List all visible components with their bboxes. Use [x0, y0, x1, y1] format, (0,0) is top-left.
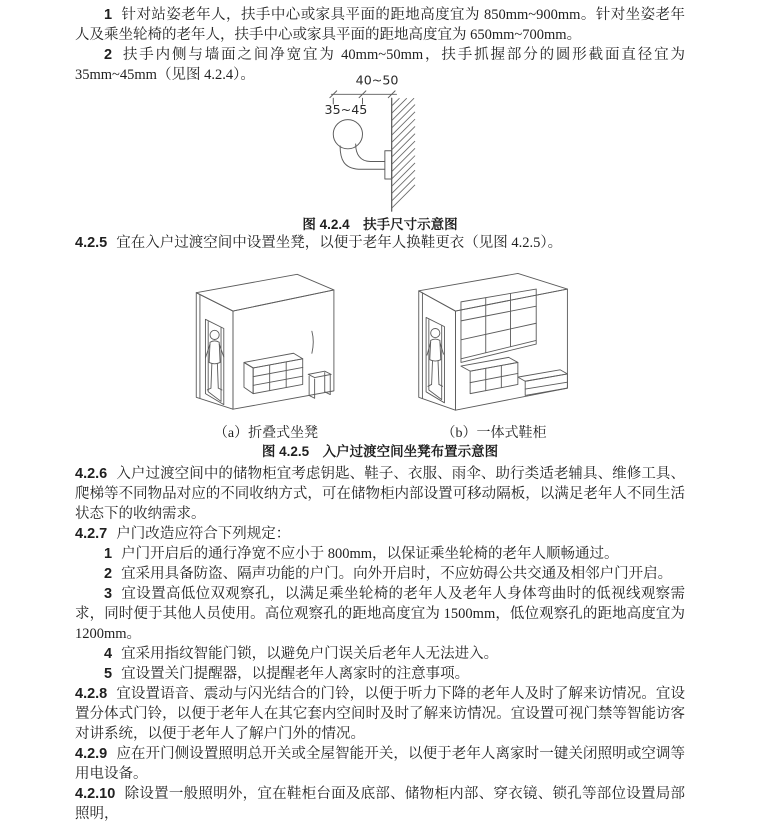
clause-4.2.5: [75, 233, 685, 253]
clause-4.2.9: [75, 744, 685, 784]
clause-text: 应在开门侧设置照明总开关或全屋智能开关，以便于老年人离家时一键关闭照明或空调等用电设备。: [75, 746, 685, 782]
clause-number: 4.2.6: [75, 466, 108, 482]
figure-425-caption: 图 4.2.5 入户过渡空间坐凳布置示意图: [261, 444, 499, 459]
item-number: 1: [104, 7, 113, 23]
figure-425b-caption: （b）一体式鞋柜: [441, 426, 547, 441]
clause-item-1: [75, 5, 685, 45]
item-number: 3: [104, 586, 113, 602]
clause-4.2.7-item-1: [75, 544, 685, 564]
item-text: 宜采用指纹智能门锁，以避免户门误关后老年人无法进入。: [121, 646, 499, 662]
figure-425a-caption: （a）折叠式坐凳: [213, 426, 319, 441]
item-text: 宜设置关门提醒器，以提醒老年人离家时的注意事项。: [121, 666, 470, 682]
handrail-diagram: [318, 69, 442, 215]
figure-424: [75, 69, 685, 233]
figure-425-images: [75, 267, 685, 442]
clause-4.2.7: [75, 524, 685, 544]
item-text: 扶手内侧与墙面之间净宽宜为 40mm~50mm，扶手抓握部分的圆形截面直径宜为 35mm~45mm（见图 4.2.4）。: [75, 47, 685, 83]
figure-425: [75, 267, 685, 460]
clause-4.2.7-item-5: [75, 664, 685, 684]
clause-number: 4.2.9: [75, 746, 108, 762]
wall-hatching: [392, 98, 415, 208]
dimension-label-top: 40~50: [355, 72, 399, 88]
clause-text: 宜设置语音、震动与闪光结合的门铃，以便于听力下降的老年人及时了解来访情况。宜设置分体式门铃，以便于老年人在其它套内空间时及时了解来访情况。宜设置可视门禁等智能访客对讲系统，以便于老年人了解户门外的情况。: [75, 686, 685, 742]
clause-4.2.7-item-4: [75, 644, 685, 664]
item-text: 户门开启后的通行净宽不应小于 800mm，以保证乘坐轮椅的老年人顺畅通过。: [121, 546, 619, 562]
figure-424-caption: 图 4.2.4 扶手尺寸示意图: [302, 217, 458, 232]
clause-number: 4.2.10: [75, 786, 116, 802]
clause-number: 4.2.5: [75, 235, 108, 251]
item-number: 1: [104, 546, 113, 562]
clause-4.2.7-item-2: [75, 564, 685, 584]
item-number: 2: [104, 566, 113, 582]
item-text: 针对站姿老年人，扶手中心或家具平面的距地高度宜为 850mm~900mm。针对坐姿老年人及乘坐轮椅的老年人，扶手中心或家具平面的距地高度宜为 650mm~700mm。: [75, 7, 685, 43]
item-number: 5: [104, 666, 113, 682]
clause-text: 除设置一般照明外，宜在鞋柜台面及底部、储物柜内部、穿衣镜、锁孔等部位设置局部照明，: [75, 786, 685, 822]
dimension-label-side: 35~45: [324, 101, 368, 117]
clause-text: 宜在入户过渡空间中设置坐凳，以便于老年人换鞋更衣（见图 4.2.5）。: [116, 235, 563, 251]
figure-425b: [387, 267, 601, 442]
item-text: 宜设置高低位双观察孔，以满足乘坐轮椅的老年人及老年人身体弯曲时的低视线观察需求，同时便于其他人员使用。高位观察孔的距地高度宜为 1500mm，低位观察孔的距地高度宜为 1200mm。: [75, 586, 685, 642]
clause-4.2.7-item-3: [75, 584, 685, 644]
room-sketch-folding-stool: [159, 267, 373, 423]
item-number: 4: [104, 646, 113, 662]
clause-4.2.10: [75, 784, 685, 824]
clause-text: 户门改造应符合下列规定：: [116, 526, 291, 542]
clause-number: 4.2.7: [75, 526, 108, 542]
clause-4.2.6: [75, 464, 685, 524]
clause-4.2.8: [75, 684, 685, 744]
clause-number: 4.2.8: [75, 686, 108, 702]
item-number: 2: [104, 47, 113, 63]
clause-text: 入户过渡空间中的储物柜宜考虑钥匙、鞋子、衣服、雨伞、助行类适老辅具、维修工具、爬梯等不同物品对应的不同收纳方式，可在储物柜内部设置可移动隔板，以满足老年人不同生活状态下的收纳需求。: [75, 466, 685, 522]
figure-425a: [159, 267, 373, 442]
room-sketch-shoe-cabinet: [387, 267, 601, 423]
item-text: 宜采用具备防盗、隔声功能的户门。向外开启时，不应妨碍公共交通及相邻户门开启。: [121, 566, 673, 582]
